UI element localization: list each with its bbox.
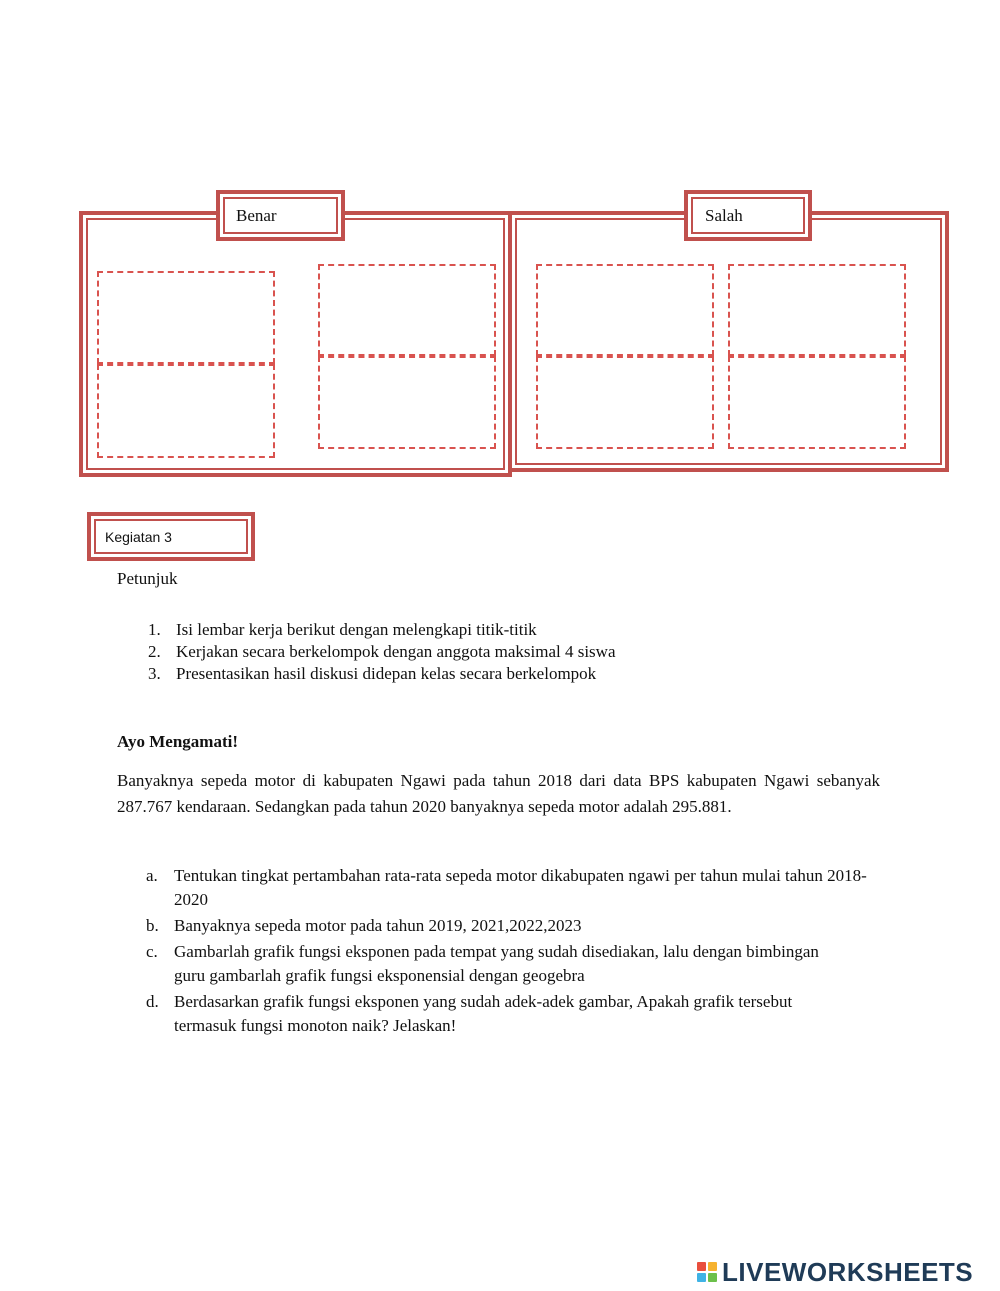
salah-label: Salah — [705, 205, 743, 225]
salah-drop-zone-1[interactable] — [536, 264, 714, 356]
list-item: b. Banyaknya sepeda motor pada tahun 2019, 2021,2022,2023 — [146, 916, 582, 935]
activity-label: Kegiatan 3 — [105, 528, 172, 545]
list-item: 1. Isi lembar kerja berikut dengan melengkapi titik-titik — [148, 620, 537, 639]
salah-drop-zone-4[interactable] — [728, 356, 906, 449]
list-item: 3. Presentasikan hasil diskusi didepan kelas secara berkelompok — [148, 664, 597, 683]
liveworksheets-logo — [697, 1257, 973, 1287]
salah-drop-zone-2[interactable] — [536, 356, 714, 449]
instructions-title: Petunjuk — [117, 569, 178, 588]
list-item: c. Gambarlah grafik fungsi eksponen pada tempat yang sudah disediakan, lalu dengan bimbingan guru gambarlah grafik fungsi eksponensial dengan geogebra — [146, 942, 819, 985]
list-item: d. Berdasarkan grafik fungsi eksponen yang sudah adek-adek gambar, Apakah grafik tersebut termasuk fungsi monoton naik? Jelaskan! — [146, 992, 793, 1035]
list-item: 2. Kerjakan secara berkelompok dengan anggota maksimal 4 siswa — [148, 642, 616, 661]
benar-label-box — [216, 190, 345, 241]
brand-name: LIVEWORKSHEETS — [722, 1256, 974, 1287]
benar-drop-zone-1[interactable] — [97, 271, 275, 364]
benar-drop-zone-2[interactable] — [97, 364, 275, 458]
list-item: a. Tentukan tingkat pertambahan rata-rata sepeda motor dikabupaten ngawi per tahun mulai tahun 2018-2020 — [146, 866, 867, 909]
instructions-list — [148, 619, 876, 685]
logo-icon — [697, 1262, 717, 1282]
observe-paragraph: Banyaknya sepeda motor di kabupaten Ngawi pada tahun 2018 dari data BPS kabupaten Ngawi sebanyak 287.767 kendaraan. Sedangkan pada tahun 2020 banyaknya sepeda motor adalah 295.881. — [117, 771, 880, 816]
salah-label-box — [684, 190, 812, 241]
benar-label: Benar — [236, 205, 277, 225]
activity-label-box — [87, 512, 255, 561]
benar-drop-zone-3[interactable] — [318, 264, 496, 356]
benar-drop-zone-4[interactable] — [318, 356, 496, 449]
tasks-list — [146, 864, 884, 1038]
salah-drop-zone-3[interactable] — [728, 264, 906, 356]
observe-heading: Ayo Mengamati! — [117, 732, 239, 751]
